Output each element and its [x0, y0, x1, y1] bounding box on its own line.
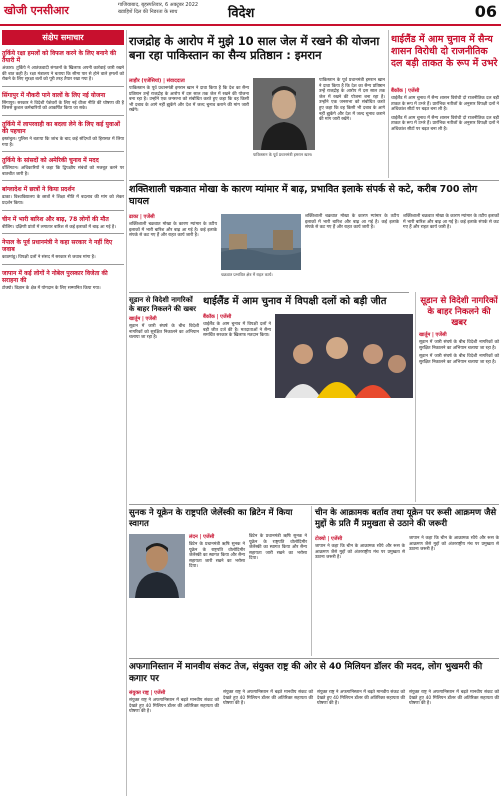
un-story-body	[129, 690, 219, 715]
lead-photo-caption: पाकिस्तान के पूर्व प्रधानमंत्री इमरान खान।	[253, 152, 313, 157]
storm-byline: ढाका | एजेंसी	[129, 214, 155, 220]
brief-text: सिंगापुर। सरकार ने विदेशी पेशेवरों के लिए नई वीजा नीति की घोषणा की है जिससे कुशल कर्मचारियों को आकर्षित किया जा सके।	[2, 100, 124, 112]
china-headline: चीन के आक्रामक बर्ताव तथा यूक्रेन पर रूसी आक्रमण जैसे मुद्दों के प्रति मैं प्रमुखता से उठाने की जरूरी	[315, 508, 497, 529]
un-text: संयुक्त राष्ट्र ने अफगानिस्तान में बढ़ते मानवीय संकट को देखते हुए 40 मिलियन डॉलर की अतिरिक्त सहायता की घोषणा की है।	[129, 698, 219, 715]
page-number: 06	[474, 2, 497, 21]
storm-text: शक्तिशाली चक्रवात मोखा के कारण म्यांमार के तटीय इलाकों में भारी बारिश और बाढ़ आ गई है। कई इलाके संपर्क से कट गए हैं और राहत कार्य जारी है।	[129, 222, 217, 239]
storm-photo	[221, 214, 301, 270]
right-byline: बैंकॉक | एजेंसी	[391, 88, 420, 94]
masthead	[0, 0, 501, 26]
storm-photo-caption: चक्रवात प्रभावित क्षेत्र में राहत कार्य।	[221, 272, 273, 277]
rally-image	[275, 314, 413, 398]
divider	[2, 151, 124, 152]
brief-text: बीजिंग। दक्षिणी प्रांतों में लगातार बारिश से कई इलाकों में बाढ़ आ गई है।	[2, 224, 116, 230]
sunak-portrait	[129, 534, 185, 598]
sudan-side-text: सूडान में जारी संघर्ष के बीच विदेशी नागरिकों को सुरक्षित निकालने का अभियान चलाया जा रहा है।	[129, 324, 199, 341]
un-text-continued-2: संयुक्त राष्ट्र ने अफगानिस्तान में बढ़ते मानवीय संकट को देखते हुए 40 मिलियन डॉलर की अतिरिक्त सहायता की घोषणा की है।	[317, 690, 405, 707]
brief-headline: तुर्किये रक्षा हमलों को विफल करने के लिए बनाने की तैयारी में	[2, 50, 117, 64]
un-story-continued	[223, 690, 313, 707]
horizontal-rule	[129, 292, 409, 293]
sunak-byline: लंदन | एजेंसी	[189, 534, 215, 540]
sudan-text: सूडान में जारी संघर्ष के बीच विदेशी नागरिकों को सुरक्षित निकालने का अभियान चलाया जा रहा है।	[419, 340, 499, 351]
right-story-body	[391, 88, 499, 133]
divider	[2, 115, 124, 116]
sunak-photo	[129, 534, 185, 598]
imran-khan-photo	[253, 78, 315, 150]
sunak-text: ब्रिटेन के प्रधानमंत्री ऋषि सुनक ने यूक्रेन के राष्ट्रपति वोलोदिमीर जेलेंस्की का स्वागत किया और सैन्य सहायता जारी रखने का भरोसा दिया।	[189, 542, 245, 570]
lead-headline: राजद्रोह के आरोप में मुझे 10 साल जेल में रखने की योजना बना रहा पाकिस्तान का सैन्य प्रतिष्ठान : इमरान	[129, 34, 380, 62]
divider	[2, 86, 124, 87]
brief-headline: तुर्किये के सांसदों को अमेरिकी चुनाव में मदद	[2, 157, 99, 165]
brand-name: खोजी एनसीआर	[4, 4, 69, 17]
horizontal-rule	[129, 180, 499, 181]
lead-text: पाकिस्तान के पूर्व प्रधानमंत्री इमरान खान ने दावा किया है कि देश का सैन्य प्रतिष्ठान उन्हें राजद्रोह के आरोप में दस साल तक जेल में रखने की योजना बना रहा है। उन्होंने एक जनसभा को संबोधित करते हुए कहा कि वह किसी भी दबाव के आगे नहीं झुकेंगे और देश में जल्द चुनाव कराने की मांग जारी रखेंगे।	[129, 86, 249, 114]
brief-headline: बांग्लादेश में छात्रों ने किया प्रदर्शन	[2, 186, 75, 194]
column-divider	[311, 506, 312, 656]
lead-text-continued: पाकिस्तान के पूर्व प्रधानमंत्री इमरान खान ने दावा किया है कि देश का सैन्य प्रतिष्ठान उन्हें राजद्रोह के आरोप में दस साल तक जेल में रखने की योजना बना रहा है। उन्होंने एक जनसभा को संबोधित करते हुए कहा कि वह किसी भी दबाव के आगे नहीं झुकेंगे और देश में जल्द चुनाव कराने की मांग जारी रखेंगे।	[319, 78, 385, 123]
column-divider	[126, 30, 127, 796]
lead-story-body	[129, 78, 249, 114]
brief-text: अंकारा। तुर्किये ने आतंकवादी संगठनों के खिलाफ अपनी कार्रवाई जारी रखने की बात कही है। रक्षा मंत्रालय ने बताया कि सीमा पार से होने वाले हमलों को रोकने के लिए सुरक्षा बलों को पूरी तरह तैयार रखा गया है।	[2, 66, 124, 83]
main-content	[129, 30, 499, 796]
storm-image	[221, 214, 301, 270]
dateline-tagline: ख्वाहिशें दिल की निडरता के साथ	[118, 9, 178, 15]
sidebar-title: संक्षेप समाचार	[2, 30, 124, 45]
horizontal-rule	[129, 658, 499, 659]
divider	[2, 264, 124, 265]
sudan-byline: खार्तूम | एजेंसी	[419, 332, 447, 338]
un-story-continued-3	[409, 690, 499, 707]
sudan-side-byline: खार्तूम | एजेंसी	[129, 316, 157, 322]
brief-headline: सिंगापुर में नौकरी पाने वालों के लिए नई योजना	[2, 91, 106, 99]
china-story-body	[315, 536, 405, 561]
right-text: थाईलैंड में आम चुनाव में सैन्य शासन विरोधी दो राजनीतिक दल बड़ी ताकत के रूप में उभरे हैं। प्रारंभिक नतीजों के अनुसार विपक्षी दलों ने अधिकांश सीटों पर बढ़त बना ली है।	[391, 96, 499, 113]
thai-text: थाईलैंड के आम चुनाव में विपक्षी दलों ने बड़ी जीत दर्ज की है। मतदाताओं ने सैन्य समर्थित सरकार के खिलाफ मतदान किया।	[203, 322, 271, 339]
divider	[2, 210, 124, 211]
horizontal-rule	[129, 504, 499, 505]
column-divider	[388, 30, 389, 178]
thai-byline: बैंकॉक | एजेंसी	[203, 314, 232, 320]
portrait-image	[253, 78, 315, 150]
brief-text: काठमांडू। विपक्षी दलों ने संसद में सरकार से जवाब मांगा है।	[2, 255, 96, 261]
right-headline: थाईलैंड में आम चुनाव में सैन्य शासन विरोधी दो राजनीतिक दल बड़ी ताकत के रूप में उभरे	[391, 34, 498, 69]
section-title: विदेश	[228, 6, 255, 21]
brief-headline: तुर्किये में लापरवाही का बदला लेने के लिए कई युवाओं की पहचान	[2, 120, 120, 135]
sudan-headline: सूडान से विदेशी नागरिकों के बाहर निकलने की खबर	[420, 296, 498, 328]
sudan-text-continued: सूडान में जारी संघर्ष के बीच विदेशी नागरिकों को सुरक्षित निकालने का अभियान चलाया जा रहा है।	[419, 354, 499, 365]
china-byline: टोक्यो | एजेंसी	[315, 536, 343, 542]
sudan-story	[419, 296, 499, 365]
news-brief-sidebar	[2, 30, 124, 796]
dateline-date: गाजियाबाद, बृहस्पतिवार, 6 अक्टूबर 2022	[118, 2, 199, 8]
brief-headline: नेपाल के पूर्व प्रधानमंत्री ने कहा सरकार ने नहीं दिए जवाब	[2, 239, 113, 254]
storm-story-continued	[305, 214, 399, 231]
lead-byline: लाहौर (एजेंसियां) | संवाददाता	[129, 78, 185, 84]
sudan-side-story	[129, 296, 199, 341]
un-headline: अफगानिस्तान में मानवीय संकट तेज, संयुक्त राष्ट्र की ओर से 40 मिलियन डॉलर की मदद, लोग भुखमरी की कगार पर	[129, 662, 483, 684]
sunak-story-body	[189, 534, 245, 570]
brief-headline: जापान में कई लोगों ने नोबेल पुरस्कार विजेता की सराहना की	[2, 269, 108, 284]
right-text-continued: थाईलैंड में आम चुनाव में सैन्य शासन विरोधी दो राजनीतिक दल बड़ी ताकत के रूप में उभरे हैं। प्रारंभिक नतीजों के अनुसार विपक्षी दलों ने अधिकांश सीटों पर बढ़त बना ली है।	[391, 115, 499, 132]
brief-text: इस्तांबुल। पुलिस ने बताया कि जांच के बाद कई संदिग्धों को हिरासत में लिया गया है।	[2, 136, 124, 148]
sunak-story-continued	[249, 534, 307, 562]
china-story-continued	[409, 536, 499, 553]
storm-story-body	[129, 214, 217, 239]
brief-headline: चीन में भारी बारिश और बाढ़, 78 लोगों की मौत	[2, 215, 109, 223]
china-text-continued: जापान ने कहा कि चीन के आक्रामक रवैये और रूस के आक्रमण जैसे मुद्दों को अंतरराष्ट्रीय मंच पर प्रमुखता से उठाना जरूरी है।	[409, 536, 499, 553]
un-text-continued: संयुक्त राष्ट्र ने अफगानिस्तान में बढ़ते मानवीय संकट को देखते हुए 40 मिलियन डॉलर की अतिरिक्त सहायता की घोषणा की है।	[223, 690, 313, 707]
un-text-continued-3: संयुक्त राष्ट्र ने अफगानिस्तान में बढ़ते मानवीय संकट को देखते हुए 40 मिलियन डॉलर की अतिरिक्त सहायता की घोषणा की है।	[409, 690, 499, 707]
brief-text: वॉशिंगटन। अधिकारियों ने कहा कि द्विपक्षीय संबंधों को मजबूत करने पर बातचीत जारी है।	[2, 166, 124, 177]
thai-headline: थाईलैंड में आम चुनाव में विपक्षी दलों को बड़ी जीत	[203, 296, 387, 307]
brief-text: टोक्यो। विज्ञान के क्षेत्र में योगदान के लिए सम्मानित किया गया।	[2, 285, 101, 291]
storm-text-continued: शक्तिशाली चक्रवात मोखा के कारण म्यांमार के तटीय इलाकों में भारी बारिश और बाढ़ आ गई है। कई इलाके संपर्क से कट गए हैं और राहत कार्य जारी है।	[305, 214, 399, 231]
thai-story-body	[203, 314, 271, 339]
brief-text: ढाका। विश्वविद्यालय के छात्रों ने शिक्षा नीति में बदलाव की मांग को लेकर प्रदर्शन किया।	[2, 195, 124, 206]
lead-story-continued	[319, 78, 385, 123]
dateline	[118, 2, 198, 16]
divider	[2, 233, 124, 234]
storm-story-continued-2	[403, 214, 499, 231]
sunak-text-continued: ब्रिटेन के प्रधानमंत्री ऋषि सुनक ने यूक्रेन के राष्ट्रपति वोलोदिमीर जेलेंस्की का स्वागत किया और सैन्य सहायता जारी रखने का भरोसा दिया।	[249, 534, 307, 562]
un-byline: संयुक्त राष्ट्र | एजेंसी	[129, 690, 166, 696]
storm-text-continued-2: शक्तिशाली चक्रवात मोखा के कारण म्यांमार के तटीय इलाकों में भारी बारिश और बाढ़ आ गई है। कई इलाके संपर्क से कट गए हैं और राहत कार्य जारी है।	[403, 214, 499, 231]
column-divider	[415, 292, 416, 502]
storm-headline: शक्तिशाली चक्रवात मोखा के कारण म्यांमार में बाढ़, प्रभावित इलाके संपर्क से कटे, करीब 700 लोग घायल	[129, 184, 478, 207]
sunak-headline: सुनक ने यूक्रेन के राष्ट्रपति जेलेंस्की का ब्रिटेन में किया स्वागत	[129, 508, 293, 529]
thai-rally-photo	[275, 314, 413, 398]
sudan-side-headline: सूडान से विदेशी नागरिकों के बाहर निकलने की खबर	[129, 296, 196, 313]
un-story-continued-2	[317, 690, 405, 707]
china-text: जापान ने कहा कि चीन के आक्रामक रवैये और रूस के आक्रमण जैसे मुद्दों को अंतरराष्ट्रीय मंच पर प्रमुखता से उठाना जरूरी है।	[315, 544, 405, 561]
divider	[2, 180, 124, 181]
